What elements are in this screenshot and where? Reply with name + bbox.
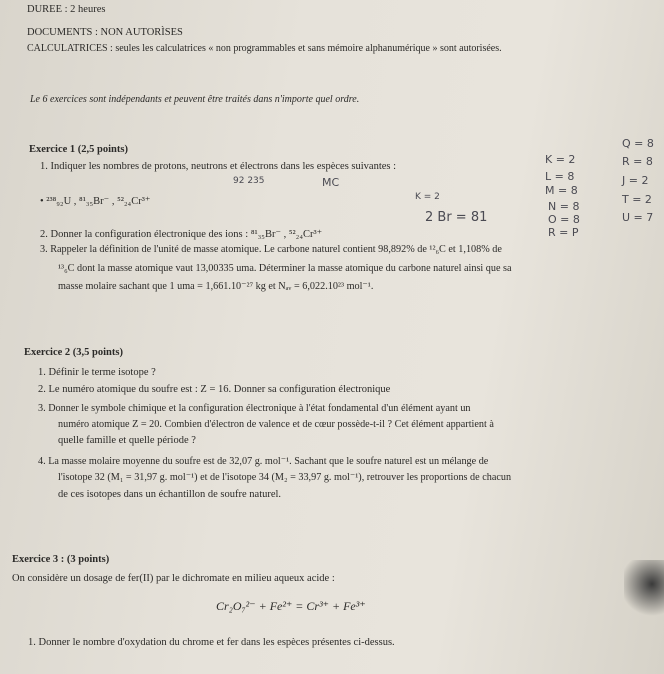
photo-shadow bbox=[624, 560, 664, 620]
ex2-question4-line3: de ces isotopes dans un échantillon de soufre naturel. bbox=[58, 489, 282, 500]
duree-line: DUREE : 2 heures bbox=[27, 4, 106, 15]
handwritten-note: R = 8 bbox=[622, 155, 653, 168]
ex1-question3-line1: 3. Rappeler la définition de l'unité de masse atomique. Le carbone naturel contient 98,892% de ¹²₆C et 1,108% de bbox=[40, 244, 502, 255]
handwritten-note: K = 2 bbox=[415, 192, 440, 202]
handwritten-note: MC bbox=[322, 176, 340, 189]
ex1-question3-line2: ¹³₆C dont la masse atomique vaut 13,00335 uma. Déterminer la masse atomique du carbone naturel ainsi que sa bbox=[58, 263, 512, 274]
calculatrices-line: CALCULATRICES : seules les calculatrices « non programmables et sans mémoire alphanumérique » sont autorisées. bbox=[27, 43, 502, 54]
handwritten-note: K = 2 bbox=[545, 153, 576, 166]
ex2-question3-line1: 3. Donner le symbole chimique et la configuration électronique à l'état fondamental d'un élément ayant un bbox=[38, 403, 471, 414]
instructions-note: Le 6 exercices sont indépendants et peuvent être traités dans n'importe quel ordre. bbox=[30, 94, 360, 105]
handwritten-note: Q = 8 bbox=[622, 137, 654, 150]
ex2-question4-line2: l'isotope 32 (M₁ = 31,97 g. mol⁻¹) et de l'isotope 34 (M₂ = 33,97 g. mol⁻¹), retrouver les proportions de chacun bbox=[58, 472, 512, 483]
ex2-question3-line2: numéro atomique Z = 20. Combien d'électron de valence et de cœur possède-t-il ? Cet élément appartient à bbox=[58, 419, 494, 430]
ex1-question1: 1. Indiquer les nombres de protons, neutrons et électrons dans les espèces suivantes : bbox=[40, 161, 397, 172]
ex2-question3-line3: quelle famille et quelle période ? bbox=[58, 435, 196, 446]
handwritten-note: L = 8 bbox=[545, 170, 575, 183]
ex2-question1: 1. Définir le terme isotope ? bbox=[38, 367, 156, 378]
exercise1-title: Exercice 1 (2,5 points) bbox=[29, 144, 128, 155]
handwritten-note: N = 8 bbox=[548, 200, 580, 213]
handwritten-note: 92 235 bbox=[233, 176, 265, 186]
handwritten-note: M = 8 bbox=[545, 184, 578, 197]
redox-equation: Cr₂O₇²⁻ + Fe²⁺ = Cr³⁺ + Fe³⁺ bbox=[216, 599, 366, 613]
exercise3-title: Exercice 3 : (3 points) bbox=[12, 554, 110, 565]
ex2-question2: 2. Le numéro atomique du soufre est : Z = 16. Donner sa configuration électronique bbox=[38, 384, 391, 395]
handwritten-note: R = P bbox=[548, 226, 579, 239]
ex2-question4-line1: 4. La masse molaire moyenne du soufre est de 32,07 g. mol⁻¹. Sachant que le soufre naturel est un mélange de bbox=[38, 456, 489, 467]
handwritten-note: O = 8 bbox=[548, 213, 580, 226]
documents-line: DOCUMENTS : NON AUTORÌSES bbox=[27, 27, 183, 38]
ex3-question1: 1. Donner le nombre d'oxydation du chrome et fer dans les espèces présentes ci-dessus. bbox=[28, 637, 395, 648]
handwritten-note: U = 7 bbox=[622, 211, 654, 224]
ex1-question3-line3: masse molaire sachant que 1 uma = 1,661.10⁻²⁷ kg et Nₐᵥ = 6,022.10²³ mol⁻¹. bbox=[58, 281, 374, 292]
handwritten-note: J = 2 bbox=[622, 174, 649, 187]
exercise2-title: Exercice 2 (3,5 points) bbox=[24, 347, 123, 358]
handwritten-note: T = 2 bbox=[622, 193, 652, 206]
ex1-question2: 2. Donner la configuration électronique des ions : ⁸¹₃₅Br⁻ , ⁵²₂₄Cr³⁺ bbox=[40, 229, 323, 240]
handwritten-note: 2 Br = 81 bbox=[425, 210, 488, 225]
ex1-species-list: • ²³⁸₉₂U , ⁸¹₃₅Br⁻ , ⁵²₂₄Cr³⁺ bbox=[40, 196, 151, 207]
ex3-intro: On considère un dosage de fer(II) par le dichromate en milieu aqueux acide : bbox=[12, 573, 335, 584]
